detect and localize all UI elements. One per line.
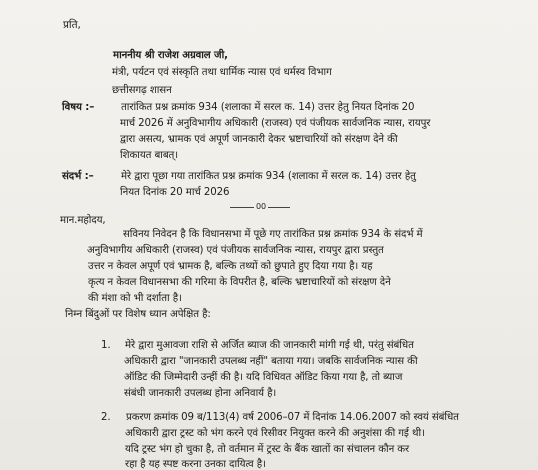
point-1-line-4: संबंधी जानकारी उपलब्ध होना अनिवार्य है। <box>124 388 277 399</box>
addressee-line-3: छत्तीसगढ़ शासन <box>112 85 172 96</box>
salutation: मान.महोदय, <box>60 215 106 226</box>
point-2-line-4: रहा है यह स्पष्ट करना उनका दायित्व है। <box>125 459 266 470</box>
point-2-number: 2. <box>101 412 111 423</box>
divider-mark: 00 <box>256 202 266 211</box>
body-line-5: की मंशा को भी दर्शाता है। <box>88 293 182 304</box>
prati-label: प्रति, <box>63 19 81 31</box>
point-2-line-2: अधिकारी द्वारा ट्रस्ट को भंग करने एवं रिसीवर नियुक्त करने की अनुशंसा की गई थी। <box>125 428 425 439</box>
point-2-line-1: प्रकरण क्रमांक 09 ब/113(4) वर्ष 2006–07 में दिनांक 14.06.2007 को स्वयं संबंधित <box>126 412 459 423</box>
point-1-line-3: ऑडिट की जिम्मेदारी उन्हीं की है। यदि विधिवत ऑडिट किया गया है, तो ब्याज <box>124 372 403 383</box>
reference-line-2: नियत दिनांक 20 मार्च 2026 <box>120 187 230 198</box>
addressee-line-1: माननीय श्री राजेश अग्रवाल जी, <box>113 50 228 61</box>
point-1-number: 1. <box>101 340 111 351</box>
reference-line-1: मेरे द्वारा पूछा गया तारांकित प्रश्न क्रमांक 934 (शलाका में सरल क. 14) उत्तर हेतु <box>121 171 416 182</box>
addressee-line-2: मंत्री, पर्यटन एवं संस्कृति तथा धार्मिक न्यास एवं धर्मस्व विभाग <box>112 67 332 78</box>
body-line-3: उत्तर न केवल अपूर्ण एवं भ्रामक है, बल्कि तथ्यों को छुपाते हुए दिया गया है। यह <box>88 261 373 272</box>
body-line-4: कृत्य न केवल विधानसभा की गरिमा के विपरीत है, बल्कि भ्रष्टाचारियों को संरक्षण देने <box>88 277 391 288</box>
reference-label: संदर्भ :– <box>62 171 94 182</box>
point-1-line-2: अधिकारी द्वारा "जानकारी उपलब्ध नहीं" बताया गया। जबकि सार्वजनिक न्यास की <box>124 356 418 367</box>
points-intro: निम्न बिंदुओं पर विशेष ध्यान अपेक्षित है: <box>65 309 211 320</box>
body-line-2: अनुविभागीय अधिकारी (राजस्व) एवं पंजीयक सार्वजनिक न्यास, रायपुर द्वारा प्रस्तुत <box>87 245 384 256</box>
body-line-1: सविनय निवेदन है कि विधानसभा में पूछे गए तारांकित प्रश्न क्रमांक 934 के संदर्भ में <box>123 229 423 240</box>
subject-line-4: शिकायत बाबत्। <box>120 150 179 161</box>
subject-line-3: द्वारा असत्य, भ्रामक एवं अपूर्ण जानकारी देकर भ्रष्टाचारियों को संरक्षण देने की <box>120 134 398 145</box>
subject-label: विषय :– <box>62 102 95 113</box>
point-2-line-3: यदि ट्रस्ट भंग हो चुका है, तो वर्तमान में ट्रस्ट के बैंक खातों का संचालन कौन कर <box>125 444 410 455</box>
point-1-line-1: मेरे द्वारा मुआवजा राशि से अर्जित ब्याज की जानकारी मांगी गई थी, परंतु संबंधित <box>125 340 414 351</box>
subject-line-1: तारांकित प्रश्न क्रमांक 934 (शलाका में सरल क. 14) उत्तर हेतु नियत दिनांक 20 <box>121 102 415 113</box>
subject-line-2: मार्च 2026 में अनुविभागीय अधिकारी (राजस्व) एवं पंजीयक सार्वजनिक न्यास, रायपुर <box>120 118 431 129</box>
